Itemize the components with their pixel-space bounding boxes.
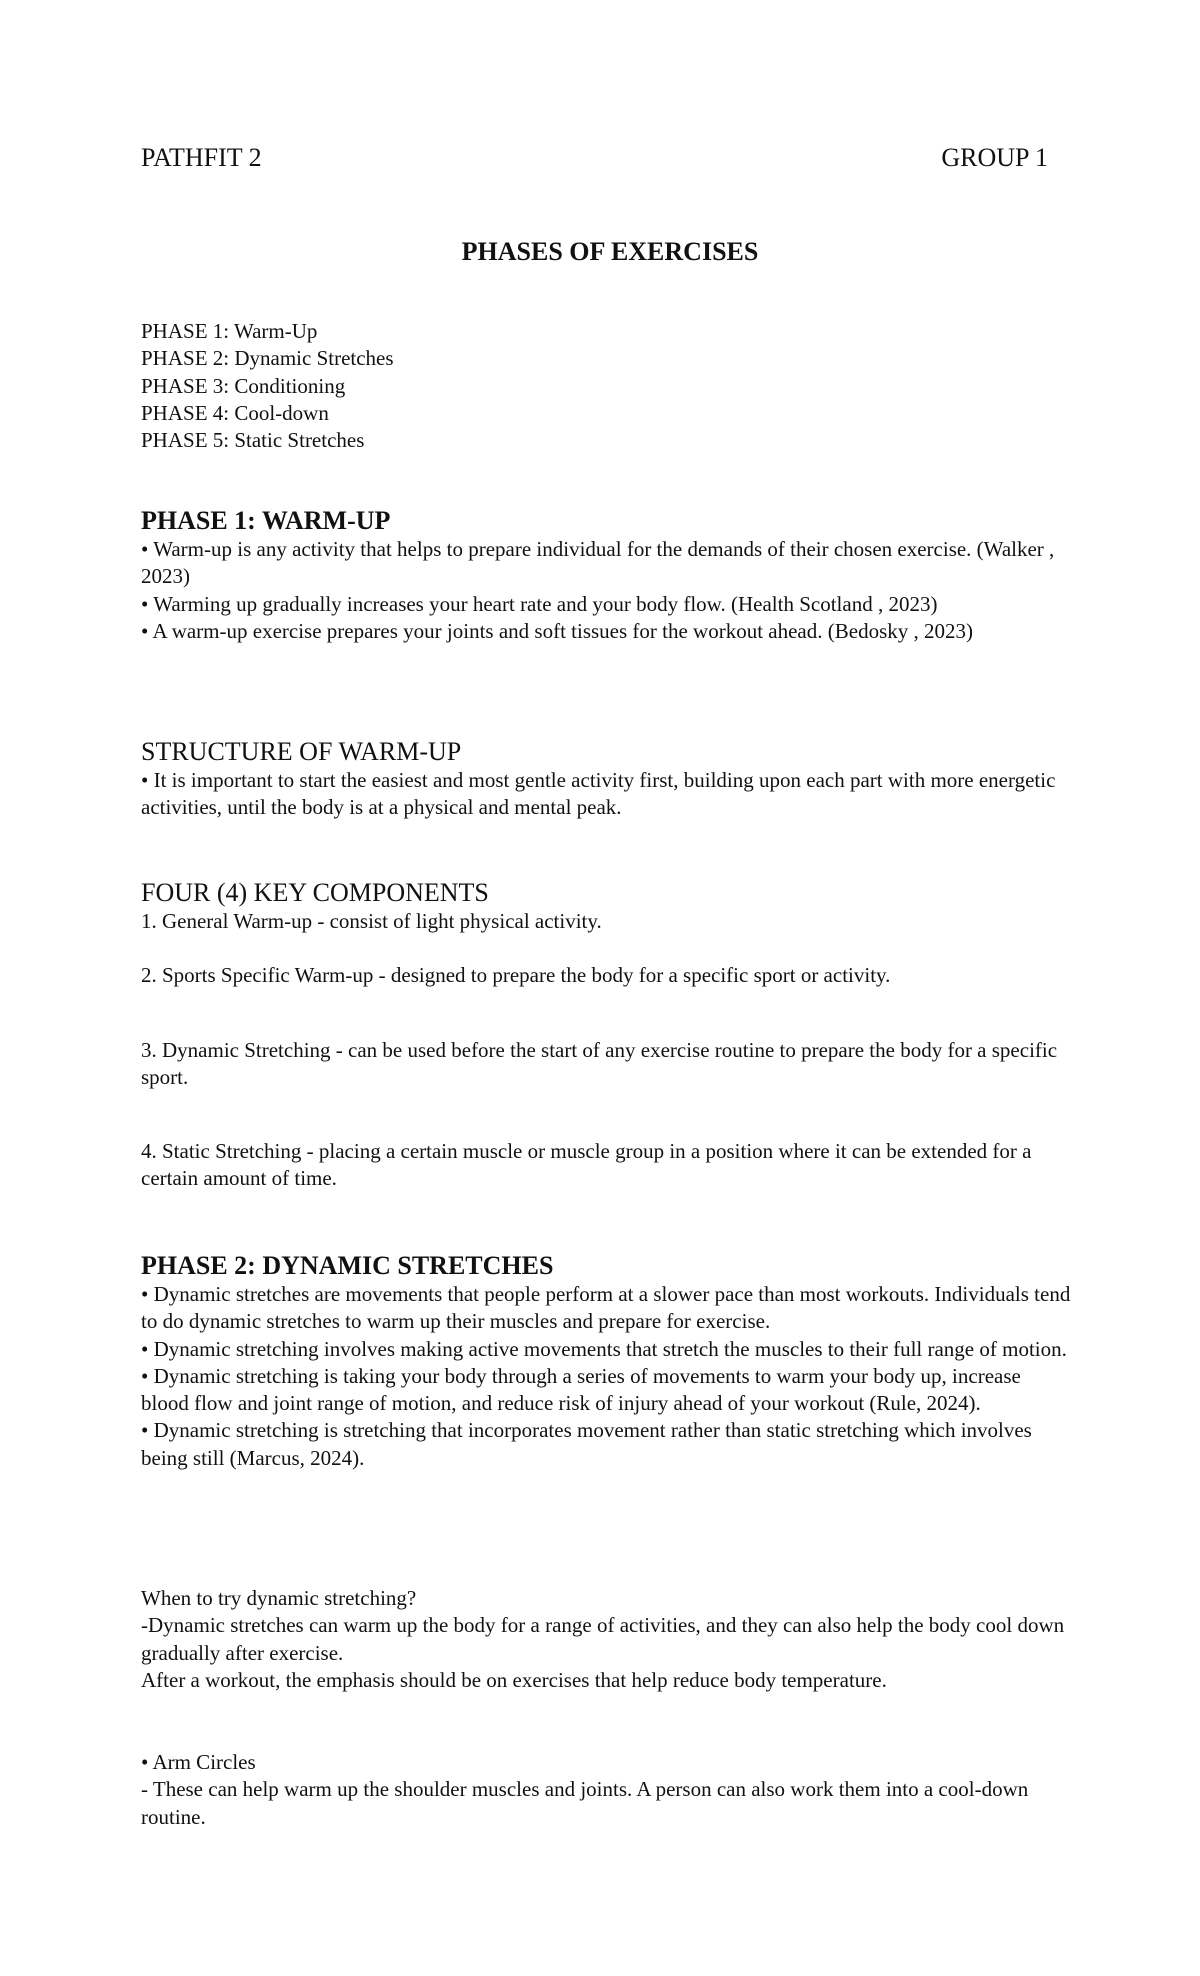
- component-item: 1. General Warm-up - consist of light physical activity.: [141, 909, 602, 933]
- warmup-bullet: • Warm-up is any activity that helps to prepare individual for the demands of their chosen exercise. (Walker , 2023): [141, 537, 1055, 589]
- document-title: PHASES OF EXERCISES: [461, 237, 759, 266]
- structure-heading: STRUCTURE OF WARM-UP: [141, 737, 462, 766]
- component-item: 4. Static Stretching - placing a certain muscle or muscle group in a position where it can be extended for a certain amount of time.: [141, 1139, 1032, 1191]
- dynamic-bullet: • Dynamic stretching is taking your body through a series of movements to warm your body up, increase blood flow and joint range of motion, and reduce risk of injury ahead of your workout (Rule, 2024).: [141, 1363, 1021, 1416]
- structure-text: • It is important to start the easiest and most gentle activity first, building upon each part with more energetic activities, until the body is at a physical and mental peak.: [141, 768, 1056, 820]
- group-label: GROUP 1: [941, 143, 1048, 172]
- warmup-bullet: • Warming up gradually increases your heart rate and your body flow. (Health Scotland , 2023): [141, 591, 938, 616]
- dynamic-heading: PHASE 2: DYNAMIC STRETCHES: [141, 1251, 554, 1280]
- warmup-bullet: • A warm-up exercise prepares your joints and soft tissues for the workout ahead. (Bedosky , 2023): [141, 618, 973, 643]
- warmup-section: [141, 505, 1071, 645]
- dynamic-bullet: • Dynamic stretches are movements that people perform at a slower pace than most workouts. Individuals tend to do dynamic stretches to warm up their muscles and prepare for exercise.: [141, 1282, 1071, 1334]
- arm-circles-title: • Arm Circles: [141, 1750, 256, 1774]
- structure-section: [141, 736, 1071, 822]
- when-line: After a workout, the emphasis should be on exercises that help reduce body temperature.: [141, 1667, 887, 1692]
- phase-list-item: PHASE 3: Conditioning: [141, 373, 346, 398]
- components-section: [141, 877, 1071, 1193]
- phase-list-item: PHASE 4: Cool-down: [141, 400, 329, 425]
- warmup-heading: PHASE 1: WARM-UP: [141, 506, 391, 535]
- when-question: When to try dynamic stretching?: [141, 1586, 417, 1610]
- dynamic-bullet: • Dynamic stretching is stretching that incorporates movement rather than static stretching which involves being still (Marcus, 2024).: [141, 1418, 1032, 1470]
- course-label: PATHFIT 2: [141, 143, 262, 172]
- when-section: [141, 1585, 1071, 1694]
- arm-circles-section: [141, 1749, 1071, 1831]
- component-item: 2. Sports Specific Warm-up - designed to prepare the body for a specific sport or activity.: [141, 963, 891, 988]
- component-item: 3. Dynamic Stretching - can be used before the start of any exercise routine to prepare the body for a specific sport.: [141, 1037, 1058, 1089]
- dynamic-section: [141, 1250, 1071, 1472]
- components-heading: FOUR (4) KEY COMPONENTS: [141, 878, 489, 907]
- dynamic-bullet: • Dynamic stretching involves making active movements that stretch the muscles to their full range of motion.: [141, 1336, 1067, 1361]
- phase-list-item: PHASE 1: Warm-Up: [141, 319, 318, 343]
- arm-circles-text: - These can help warm up the shoulder muscles and joints. A person can also work them into a cool-down routine.: [141, 1777, 1029, 1829]
- phase-list-item: PHASE 5: Static Stretches: [141, 428, 365, 453]
- phase-list-item: PHASE 2: Dynamic Stretches: [141, 346, 394, 371]
- phase-list: [141, 318, 394, 454]
- when-line: -Dynamic stretches can warm up the body for a range of activities, and they can also help the body cool down gradually after exercise.: [141, 1613, 1065, 1665]
